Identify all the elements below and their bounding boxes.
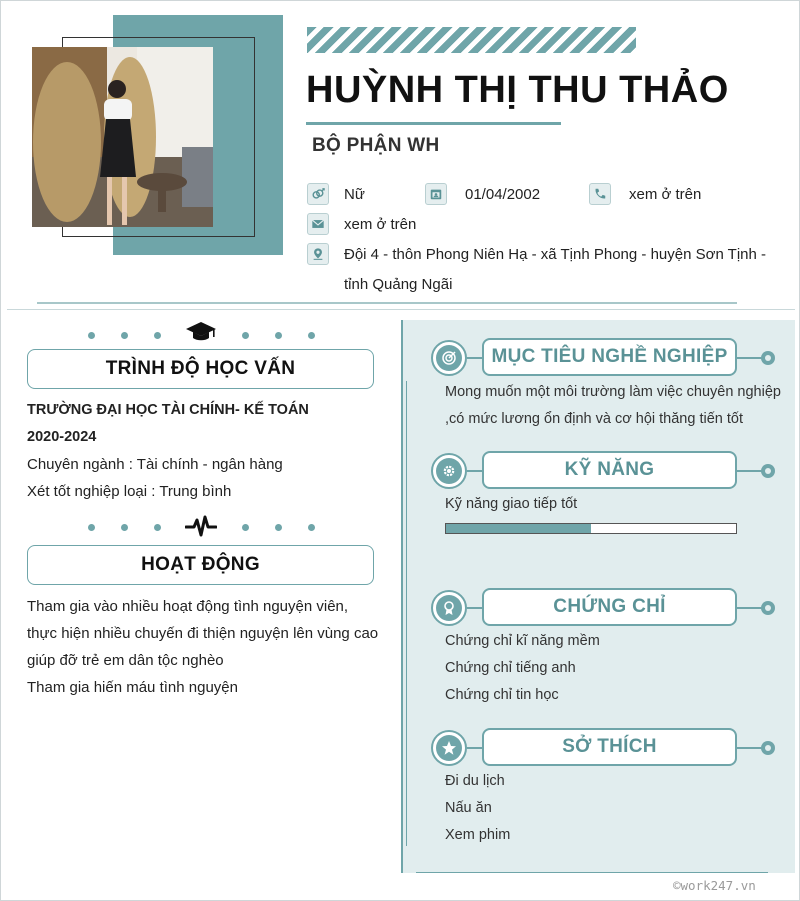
calendar-icon <box>425 183 447 205</box>
certificates-section-header <box>431 588 776 628</box>
watermark: ©work247.vn <box>673 878 756 893</box>
hobbies-heading: SỞ THÍCH <box>482 728 737 766</box>
heartbeat-icon <box>185 514 217 545</box>
skills-heading: KỸ NĂNG <box>482 451 737 489</box>
medal-icon <box>436 595 462 621</box>
education-heading: TRÌNH ĐỘ HỌC VẤN <box>27 349 374 389</box>
birthdate-value: 01/04/2002 <box>465 186 541 203</box>
phone-icon <box>589 183 611 205</box>
activities-dots-right <box>242 524 315 531</box>
skill-name: Kỹ năng giao tiếp tốt <box>445 496 578 512</box>
education-grade: Xét tốt nghiệp loại : Trung bình <box>27 483 232 500</box>
hobbies-section-header <box>431 728 776 768</box>
right-panel-border <box>401 320 403 873</box>
address-line-1: Đội 4 - thôn Phong Niên Hạ - xã Tịnh Phong - huyện Sơn Tịnh - <box>344 246 767 263</box>
hobby-item: Nấu ăn <box>445 800 492 816</box>
name-underline <box>306 122 561 125</box>
gender-icon <box>307 183 329 205</box>
objective-heading: MỤC TIÊU NGHỀ NGHIỆP <box>482 338 737 376</box>
certificate-item: Chứng chỉ tiếng anh <box>445 660 576 676</box>
header-divider <box>37 302 737 304</box>
skills-section-header <box>431 451 776 491</box>
certificate-item: Chứng chỉ tin học <box>445 687 559 703</box>
location-icon <box>307 243 329 265</box>
mail-icon <box>307 213 329 235</box>
education-school: TRƯỜNG ĐẠI HỌC TÀI CHÍNH- KẾ TOÁN <box>27 402 309 418</box>
email-value: xem ở trên <box>344 216 417 233</box>
hobby-item: Xem phim <box>445 827 511 843</box>
target-icon <box>436 345 462 371</box>
header-divider-thin <box>7 309 795 310</box>
activity-line: Tham gia hiến máu tình nguyện <box>27 679 238 696</box>
education-dots-left <box>88 332 161 339</box>
activity-line: Tham gia vào nhiều hoạt động tình nguyện viên, <box>27 598 349 615</box>
education-years: 2020-2024 <box>27 429 97 445</box>
objective-section-header <box>431 338 776 378</box>
candidate-name: HUỲNH THỊ THU THẢO <box>306 69 729 111</box>
graduation-cap-icon <box>185 319 217 348</box>
skill-level-fill <box>446 524 591 533</box>
activities-heading: HOẠT ĐỘNG <box>27 545 374 585</box>
objective-line: Mong muốn một môi trường làm việc chuyên nghiệp <box>445 384 781 400</box>
gender-value: Nữ <box>344 186 365 203</box>
phone-value: xem ở trên <box>629 186 702 203</box>
education-major: Chuyên ngành : Tài chính - ngân hàng <box>27 456 283 473</box>
profile-photo <box>32 47 213 227</box>
activity-line: giúp đỡ trẻ em dân tộc nghèo <box>27 652 224 669</box>
department-title: BỘ PHẬN WH <box>312 135 440 156</box>
bottom-divider <box>416 872 768 873</box>
decorative-stripe <box>307 27 636 53</box>
objective-line: ,có mức lương ổn định và cơ hội thăng tiến tốt <box>445 411 743 427</box>
certificates-heading: CHỨNG CHỈ <box>482 588 737 626</box>
hobby-item: Đi du lịch <box>445 773 505 789</box>
gear-icon <box>436 458 462 484</box>
right-panel-timeline <box>406 381 407 846</box>
address-line-2: tỉnh Quảng Ngãi <box>344 276 453 293</box>
star-icon <box>436 735 462 761</box>
skill-level-bar <box>445 523 737 534</box>
activities-dots-left <box>88 524 161 531</box>
certificate-item: Chứng chỉ kĩ năng mềm <box>445 633 600 649</box>
activity-line: thực hiện nhiều chuyến đi thiện nguyện lên vùng cao <box>27 625 379 642</box>
education-dots-right <box>242 332 315 339</box>
